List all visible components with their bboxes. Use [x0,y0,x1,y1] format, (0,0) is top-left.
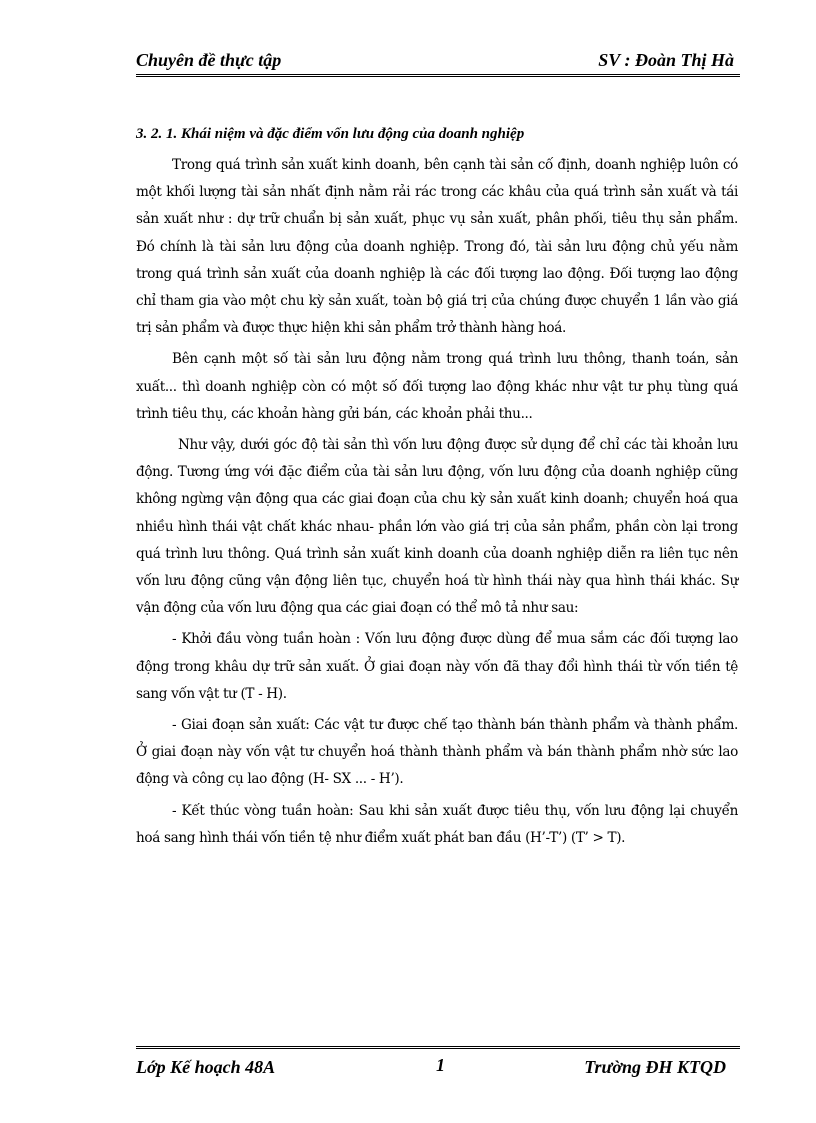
page-header [136,48,740,77]
paragraph-3: Như vậy, dưới góc độ tài sản thì vốn lưu động được sử dụng để chỉ các tài khoản lưu động. Tương ứng với đặc điểm của tài sản lưu động, vốn lưu động của doanh nghiệp cũng không ngừng vận động qua các giai đoạn của chu kỳ sản xuất kinh doanh; chuyển hoá qua nhiều hình thái vật chất khác nhau- phần lớn vào giá trị của sản phẩm, phần còn lại trong quá trình lưu thông. Quá trình sản xuất kinh doanh của doanh nghiệp diễn ra liên tục nên vốn lưu động cũng vận động liên tục, chuyển hoá từ hình thái này qua hình thái khác. Sự vận động của vốn lưu động qua các giai đoạn có thể mô tả như sau: [136,437,738,617]
header-document-title: Chuyên đề thực tập [136,50,282,70]
page-footer [136,1046,740,1079]
page-number: 1 [436,1055,445,1075]
section-heading: 3. 2. 1. Khái niệm và đặc điểm vốn lưu động của doanh nghiệp [136,126,525,142]
paragraph-6: - Kết thúc vòng tuần hoàn: Sau khi sản xuất được tiêu thụ, vốn lưu động lại chuyển hoá sang hình thái vốn tiền tệ như điểm xuất phát ban đầu (H’-T’) (T’ > T). [136,802,738,846]
paragraph-5: - Giai đoạn sản xuất: Các vật tư được chế tạo thành bán thành phẩm và thành phẩm. Ở giai đoạn này vốn vật tư chuyển hoá thành thành phẩm và bán thành phẩm nhờ sức lao động và công cụ lao động (H- SX ... - H’). [136,717,738,788]
document-body [136,122,738,856]
paragraph-4: - Khởi đầu vòng tuần hoàn : Vốn lưu động được dùng để mua sắm các đối tượng lao động trong khâu dự trữ sản xuất. Ở giai đoạn này vốn đã thay đổi hình thái từ vốn tiền tệ sang vốn vật tư (T - H). [136,631,738,702]
paragraph-2: Bên cạnh một số tài sản lưu động nằm trong quá trình lưu thông, thanh toán, sản xuất... thì doanh nghiệp còn có một số đối tượng lao động khác như vật tư phụ tùng quá trình tiêu thụ, các khoản hàng gửi bán, các khoản phải thu... [136,351,738,422]
footer-class-name: Lớp Kế hoạch 48A [136,1057,276,1077]
footer-university: Trường ĐH KTQD [584,1057,726,1077]
paragraph-1: Trong quá trình sản xuất kinh doanh, bên cạnh tài sản cố định, doanh nghiệp luôn có một khối lượng tài sản nhất định nằm rải rác trong các khâu của quá trình sản xuất và tái sản xuất như : dự trữ chuẩn bị sản xuất, phục vụ sản xuất, phân phối, tiêu thụ sản phẩm. Đó chính là tài sản lưu động của doanh nghiệp. Trong đó, tài sản lưu động chủ yếu nằm trong quá trình sản xuất của doanh nghiệp là các đối tượng lao động. Đối tượng lao động chỉ tham gia vào một chu kỳ sản xuất, toàn bộ giá trị của chúng được chuyển 1 lần vào giá trị sản phẩm và được thực hiện khi sản phẩm trở thành hàng hoá. [136,157,738,337]
header-student-name: SV : Đoàn Thị Hà [598,50,734,70]
